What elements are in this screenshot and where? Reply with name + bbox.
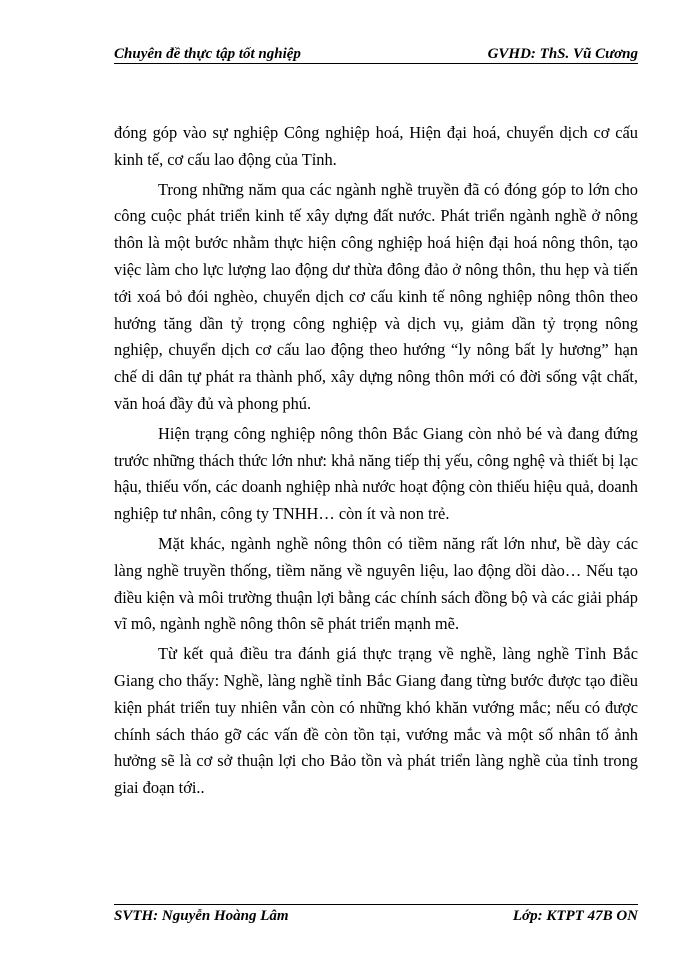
footer-divider (114, 904, 638, 905)
footer-class: Lớp: KTPT 47B ON (512, 908, 638, 924)
footer-student: SVTH: Nguyễn Hoàng Lâm (114, 908, 289, 924)
page-footer (114, 906, 638, 926)
header-title: Chuyên đề thực tập tốt nghiệp (114, 46, 301, 62)
header-divider (114, 63, 638, 64)
paragraph: Hiện trạng công nghiệp nông thôn Bắc Giang còn nhỏ bé và đang đứng trước những thách thức lớn như: khả năng tiếp thị yếu, công nghệ và thiết bị lạc hậu, thiếu vốn, các doanh nghiệp nhà nước hoạt động còn thiếu hiệu quả, doanh nghiệp tư nhân, công ty TNHH… còn ít và non trẻ. (114, 423, 638, 524)
paragraph: Mặt khác, ngành nghề nông thôn có tiềm năng rất lớn như, bề dày các làng nghề truyền thống, tiềm năng về nguyên liệu, lao động dồi dào… Nếu tạo điều kiện và môi trường thuận lợi bằng các chính sách đồng bộ và các giải pháp vĩ mô, ngành nghề nông thôn sẽ phát triển mạnh mẽ. (114, 533, 638, 634)
paragraph: Trong những năm qua các ngành nghề truyền đã có đóng góp to lớn cho công cuộc phát triển kinh tế xây dựng đất nước. Phát triển ngành nghề ở nông thôn là một bước nhằm thực hiện công nghiệp hoá hiện đại hoá nông thôn, tạo việc làm cho lực lượng lao động dư thừa đông đảo ở nông thôn, thu hẹp và tiến tới xoá bỏ đói nghèo, chuyển dịch cơ cấu kinh tế nông nghiệp nông thôn theo hướng tăng dần tỷ trọng công nghiệp và dịch vụ, giảm dần tỷ trọng nông nghiệp, chuyển dịch cơ cấu lao động theo hướng “ly nông bất ly hương” hạn chế di dân tự phát ra thành phố, xây dựng nông thôn mới có đời sống vật chất, văn hoá đầy đủ và phong phú. (114, 179, 638, 413)
page-header (114, 44, 638, 64)
paragraph-continuation: đóng góp vào sự nghiệp Công nghiệp hoá, Hiện đại hoá, chuyển dịch cơ cấu kinh tế, cơ cấu lao động của Tỉnh. (114, 123, 638, 169)
header-supervisor: GVHD: ThS. Vũ Cương (487, 46, 638, 62)
paragraph: Từ kết quả điều tra đánh giá thực trạng về nghề, làng nghề Tỉnh Bắc Giang cho thấy: Nghề, làng nghề tỉnh Bắc Giang đang từng bước được tạo điều kiện phát triển tuy nhiên vẫn còn có những khó khăn vướng mắc; nếu có được chính sách tháo gỡ các vấn đề còn tồn tại, vướng mắc và một số nhân tố ảnh hưởng sẽ là cơ sở thuận lợi cho Bảo tồn và phát triển làng nghề của tỉnh trong giai đoạn tới.. (114, 644, 638, 798)
document-body (114, 120, 638, 802)
